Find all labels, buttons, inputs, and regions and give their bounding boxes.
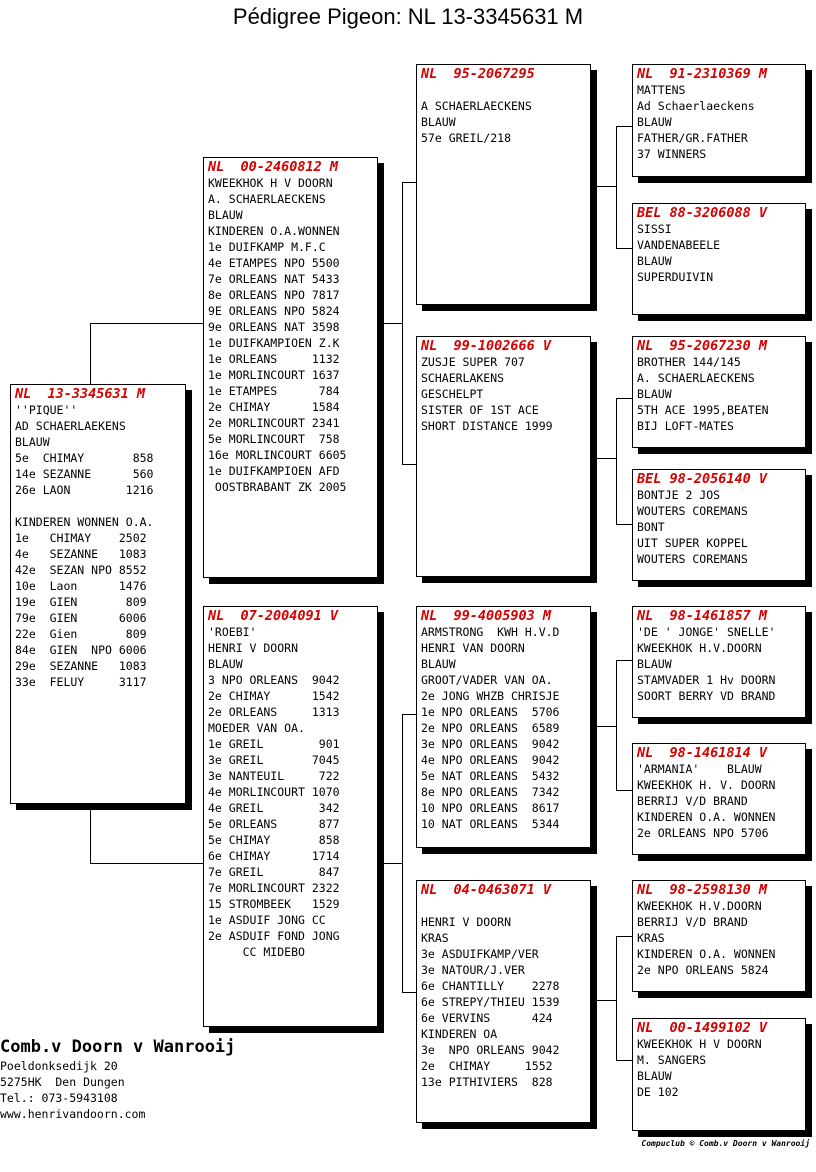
detail-line: KINDEREN WONNEN O.A. xyxy=(15,515,154,529)
ring-number: NL 91-2310369 M xyxy=(637,66,768,82)
detail-line: BLAUW xyxy=(208,657,243,671)
detail-line: ZUSJE SUPER 707 xyxy=(421,355,525,369)
connector-line xyxy=(402,182,416,183)
detail-line xyxy=(421,82,586,98)
connector-line xyxy=(402,182,403,464)
detail-line: BONTJE 2 JOS xyxy=(637,488,721,502)
pigeon-details xyxy=(417,898,590,1090)
detail-line: 2e ASDUIF FOND JONG xyxy=(208,929,340,943)
pigeon-details xyxy=(417,624,590,832)
pigeon-details xyxy=(11,402,185,690)
detail-line: OOSTBRABANT ZK 2005 xyxy=(208,480,347,494)
detail-line: 2e ORLEANS 1313 xyxy=(208,705,340,719)
pigeon-details xyxy=(633,898,805,978)
detail-line: 1e ETAMPES 784 xyxy=(208,384,340,398)
detail-line: BLAUW xyxy=(421,657,456,671)
connector-line xyxy=(90,323,204,324)
detail-line: 10 NAT ORLEANS 5344 xyxy=(421,817,560,831)
detail-line: 7e GREIL 847 xyxy=(208,865,340,879)
detail-line: 22e Gien 809 xyxy=(15,627,147,641)
detail-line: BLAUW xyxy=(637,657,672,671)
detail-line: BLAUW xyxy=(637,1069,672,1083)
detail-line: SOORT BERRY VD BRAND xyxy=(637,689,776,703)
detail-line xyxy=(15,498,181,514)
detail-line: BLAUW xyxy=(15,435,50,449)
detail-line: KWEEKHOK H.V.DOORN xyxy=(637,899,762,913)
detail-line: 42e SEZAN NPO 8552 xyxy=(15,563,147,577)
great-grandparent-card xyxy=(632,743,806,855)
connector-line xyxy=(616,936,617,1060)
detail-line: 'DE ' JONGE' SNELLE' xyxy=(637,625,776,639)
detail-line: SISTER OF 1ST ACE xyxy=(421,403,539,417)
great-grandparent-card xyxy=(632,203,806,315)
detail-line: KWEEKHOK H V DOORN xyxy=(208,176,333,190)
paternal-grandsire-card xyxy=(416,64,591,305)
page-title: Pédigree Pigeon: NL 13-3345631 M xyxy=(232,4,584,29)
detail-line: 'ARMANIA' BLAUW xyxy=(637,762,762,776)
breeder-name: Comb.v Doorn v Wanrooij xyxy=(0,1037,236,1057)
detail-line: 5TH ACE 1995,BEATEN xyxy=(637,403,769,417)
pigeon-details xyxy=(204,624,377,960)
connector-line xyxy=(402,714,403,992)
detail-line: 'ROEBI' xyxy=(208,625,257,639)
breeder-phone: Tel.: 073-5943108 xyxy=(0,1091,118,1105)
detail-line: KINDEREN O.A. WONNEN xyxy=(637,947,776,961)
pigeon-details xyxy=(633,761,805,841)
connector-line xyxy=(402,714,416,715)
ring-number: BEL 98-2056140 V xyxy=(637,471,768,487)
great-grandparent-card xyxy=(632,606,806,718)
great-grandparent-card xyxy=(632,1018,806,1131)
connector-line xyxy=(90,806,91,863)
detail-line: 19e GIEN 809 xyxy=(15,595,147,609)
detail-line: 4e GREIL 342 xyxy=(208,801,340,815)
connector-line xyxy=(616,126,617,248)
detail-line: KINDEREN O.A.WONNEN xyxy=(208,224,340,238)
connector-line xyxy=(616,936,632,937)
paternal-granddam-card xyxy=(416,336,591,577)
detail-line: KINDEREN O.A. WONNEN xyxy=(637,810,776,824)
connector-line xyxy=(384,323,402,324)
detail-line: 15 STROMBEEK 1529 xyxy=(208,897,340,911)
connector-line xyxy=(616,524,632,525)
detail-line: 4e SEZANNE 1083 xyxy=(15,547,147,561)
detail-line: 7e MORLINCOURT 2322 xyxy=(208,881,340,895)
detail-line: 6e CHANTILLY 2278 xyxy=(421,979,560,993)
connector-line xyxy=(402,464,416,465)
detail-line: BROTHER 144/145 xyxy=(637,355,741,369)
detail-line: 57e GREIL/218 xyxy=(421,131,512,145)
detail-line: BLAUW xyxy=(637,115,672,129)
detail-line: WOUTERS COREMANS xyxy=(637,504,748,518)
ring-number: NL 13-3345631 M xyxy=(15,386,146,402)
detail-line: BIJ LOFT-MATES xyxy=(637,419,734,433)
detail-line: 2e JONG WHZB CHRISJE xyxy=(421,689,560,703)
detail-line: 6e STREPY/THIEU 1539 xyxy=(421,995,560,1009)
detail-line: Ad Schaerlaeckens xyxy=(637,99,755,113)
detail-line: KWEEKHOK H.V.DOORN xyxy=(637,641,762,655)
detail-line: CC MIDEBO xyxy=(208,945,305,959)
maternal-granddam-card xyxy=(416,880,591,1123)
detail-line: 5e CHIMAY 858 xyxy=(208,833,340,847)
detail-line: KRAS xyxy=(637,931,665,945)
connector-line xyxy=(596,458,616,459)
great-grandparent-card xyxy=(632,469,806,581)
great-grandparent-card xyxy=(632,64,806,177)
detail-line: BERRIJ V/D BRAND xyxy=(637,794,748,808)
detail-line: 6e VERVINS 424 xyxy=(421,1011,553,1025)
connector-line xyxy=(616,790,632,791)
pigeon-details xyxy=(633,624,805,704)
ring-number: NL 98-1461814 V xyxy=(637,745,768,761)
detail-line: AD SCHAERLAEKENS xyxy=(15,419,126,433)
detail-line: 5e MORLINCOURT 758 xyxy=(208,432,340,446)
maternal-grandsire-card xyxy=(416,606,591,848)
detail-line: VANDENABEELE xyxy=(637,238,721,252)
detail-line: 1e ORLEANS 1132 xyxy=(208,352,340,366)
detail-line: 29e SEZANNE 1083 xyxy=(15,659,147,673)
connector-line xyxy=(616,398,617,524)
detail-line: WOUTERS COREMANS xyxy=(637,552,748,566)
great-grandparent-card xyxy=(632,880,806,992)
detail-line: 9e ORLEANS NAT 3598 xyxy=(208,320,340,334)
connector-line xyxy=(616,660,632,661)
detail-line: 14e SEZANNE 560 xyxy=(15,467,154,481)
detail-line: ''PIQUE'' xyxy=(15,403,78,417)
connector-line xyxy=(616,1060,632,1061)
detail-line: MOEDER VAN OA. xyxy=(208,721,305,735)
ring-number: BEL 88-3206088 V xyxy=(637,205,768,221)
detail-line: 3e NANTEUIL 722 xyxy=(208,769,340,783)
great-grandparent-card xyxy=(632,336,806,448)
detail-line: UIT SUPER KOPPEL xyxy=(637,536,748,550)
detail-line: 5e NAT ORLEANS 5432 xyxy=(421,769,560,783)
detail-line: 2e NPO ORLEANS 6589 xyxy=(421,721,560,735)
connector-line xyxy=(90,323,91,385)
detail-line: 16e MORLINCOURT 6605 xyxy=(208,448,347,462)
detail-line: 79e GIEN 6006 xyxy=(15,611,147,625)
ring-number: NL 99-1002666 V xyxy=(421,338,552,354)
detail-line: 2e CHIMAY 1584 xyxy=(208,400,340,414)
breeder-address-line: 5275HK Den Dungen xyxy=(0,1075,125,1089)
detail-line: 1e NPO ORLEANS 5706 xyxy=(421,705,560,719)
dam-card xyxy=(203,606,378,1027)
detail-line: 3e NPO ORLEANS 9042 xyxy=(421,737,560,751)
detail-line: GROOT/VADER VAN OA. xyxy=(421,673,553,687)
pigeon-details xyxy=(633,1036,805,1100)
pigeon-details xyxy=(633,221,805,285)
ring-number: NL 00-1499102 V xyxy=(637,1020,768,1036)
detail-line: A. SCHAERLAECKENS xyxy=(208,192,326,206)
detail-line: 33e FELUY 3117 xyxy=(15,675,147,689)
ring-number: NL 07-2004091 V xyxy=(208,608,339,624)
detail-line: HENRI VAN DOORN xyxy=(421,641,525,655)
ring-number: NL 98-1461857 M xyxy=(637,608,768,624)
detail-line: 1e MORLINCOURT 1637 xyxy=(208,368,340,382)
connector-line xyxy=(402,992,416,993)
sire-card xyxy=(203,157,378,578)
detail-line: 5e ORLEANS 877 xyxy=(208,817,340,831)
detail-line: FATHER/GR.FATHER xyxy=(637,131,748,145)
connector-line xyxy=(596,1000,616,1001)
detail-line: 13e PITHIVIERS 828 xyxy=(421,1075,553,1089)
detail-line: 1e ASDUIF JONG CC xyxy=(208,913,326,927)
detail-line: 1e DUIFKAMP M.F.C xyxy=(208,240,326,254)
pigeon-details xyxy=(633,354,805,434)
connector-line xyxy=(90,863,204,864)
detail-line: SHORT DISTANCE 1999 xyxy=(421,419,553,433)
detail-line: SISSI xyxy=(637,222,672,236)
connector-line xyxy=(596,726,616,727)
detail-line: 8e ORLEANS NPO 7817 xyxy=(208,288,340,302)
detail-line: ARMSTRONG KWH H.V.D xyxy=(421,625,560,639)
detail-line: HENRI V DOORN xyxy=(421,915,512,929)
detail-line: 10 NPO ORLEANS 8617 xyxy=(421,801,560,815)
detail-line: 2e CHIMAY 1552 xyxy=(421,1059,553,1073)
pigeon-details xyxy=(633,82,805,162)
detail-line: SCHAERLAKENS xyxy=(421,371,505,385)
detail-line xyxy=(421,898,586,914)
detail-line: 1e DUIFKAMPIOEN AFD xyxy=(208,464,340,478)
connector-line xyxy=(616,398,632,399)
footer-credit: Compuclub © Comb.v Doorn v Wanrooij xyxy=(641,1139,810,1148)
pigeon-details xyxy=(204,175,377,495)
connector-line xyxy=(384,863,402,864)
detail-line: KWEEKHOK H. V. DOORN xyxy=(637,778,776,792)
detail-line: 3 NPO ORLEANS 9042 xyxy=(208,673,340,687)
detail-line: 6e CHIMAY 1714 xyxy=(208,849,340,863)
detail-line: DE 102 xyxy=(637,1085,679,1099)
detail-line: 26e LAON 1216 xyxy=(15,483,154,497)
detail-line: 9E ORLEANS NPO 5824 xyxy=(208,304,340,318)
detail-line: KWEEKHOK H V DOORN xyxy=(637,1037,762,1051)
detail-line: 7e ORLEANS NAT 5433 xyxy=(208,272,340,286)
detail-line: 5e CHIMAY 858 xyxy=(15,451,154,465)
detail-line: 4e NPO ORLEANS 9042 xyxy=(421,753,560,767)
detail-line: HENRI V DOORN xyxy=(208,641,299,655)
detail-line: 2e NPO ORLEANS 5824 xyxy=(637,963,769,977)
detail-line: 2e ORLEANS NPO 5706 xyxy=(637,826,769,840)
detail-line: 2e CHIMAY 1542 xyxy=(208,689,340,703)
breeder-info xyxy=(0,1036,235,1122)
connector-line xyxy=(616,248,632,249)
detail-line: 1e DUIFKAMPIOEN Z.K xyxy=(208,336,340,350)
detail-line: 3e NPO ORLEANS 9042 xyxy=(421,1043,560,1057)
pigeon-details xyxy=(417,354,590,434)
pigeon-details xyxy=(633,487,805,567)
detail-line: A. SCHAERLAECKENS xyxy=(637,371,755,385)
ring-number: NL 99-4005903 M xyxy=(421,608,552,624)
detail-line: 3e ASDUIFKAMP/VER xyxy=(421,947,539,961)
connector-line xyxy=(596,186,616,187)
detail-line: 1e GREIL 901 xyxy=(208,737,340,751)
subject-pigeon-card xyxy=(10,384,186,804)
detail-line: BLAUW xyxy=(637,254,672,268)
detail-line: 4e ETAMPES NPO 5500 xyxy=(208,256,340,270)
detail-line: M. SANGERS xyxy=(637,1053,707,1067)
ring-number: NL 98-2598130 M xyxy=(637,882,768,898)
detail-line: KINDEREN OA xyxy=(421,1027,498,1041)
detail-line: 8e NPO ORLEANS 7342 xyxy=(421,785,560,799)
ring-number: NL 95-2067230 M xyxy=(637,338,768,354)
detail-line: BLAUW xyxy=(421,115,456,129)
detail-line: 3e NATOUR/J.VER xyxy=(421,963,525,977)
ring-number: NL 95-2067295 xyxy=(421,66,535,82)
detail-line: MATTENS xyxy=(637,83,686,97)
detail-line: SUPERDUIVIN xyxy=(637,270,714,284)
detail-line: 4e MORLINCOURT 1070 xyxy=(208,785,340,799)
ring-number: NL 00-2460812 M xyxy=(208,159,339,175)
pigeon-details xyxy=(417,82,590,146)
detail-line: A SCHAERLAECKENS xyxy=(421,99,532,113)
detail-line: 37 WINNERS xyxy=(637,147,707,161)
ring-number: NL 04-0463071 V xyxy=(421,882,552,898)
detail-line: BLAUW xyxy=(637,387,672,401)
detail-line: BONT xyxy=(637,520,665,534)
detail-line: GESCHELPT xyxy=(421,387,484,401)
connector-line xyxy=(616,126,632,127)
detail-line: STAMVADER 1 Hv DOORN xyxy=(637,673,776,687)
detail-line: 2e MORLINCOURT 2341 xyxy=(208,416,340,430)
detail-line: 3e GREIL 7045 xyxy=(208,753,340,767)
detail-line: BERRIJ V/D BRAND xyxy=(637,915,748,929)
breeder-address-line: Poeldonksedijk 20 xyxy=(0,1059,118,1073)
detail-line: 84e GIEN NPO 6006 xyxy=(15,643,147,657)
breeder-website[interactable]: www.henrivandoorn.com xyxy=(0,1107,146,1121)
detail-line: BLAUW xyxy=(208,208,243,222)
detail-line: KRAS xyxy=(421,931,449,945)
connector-line xyxy=(616,660,617,790)
detail-line: 1e CHIMAY 2502 xyxy=(15,531,147,545)
detail-line: 10e Laon 1476 xyxy=(15,579,147,593)
